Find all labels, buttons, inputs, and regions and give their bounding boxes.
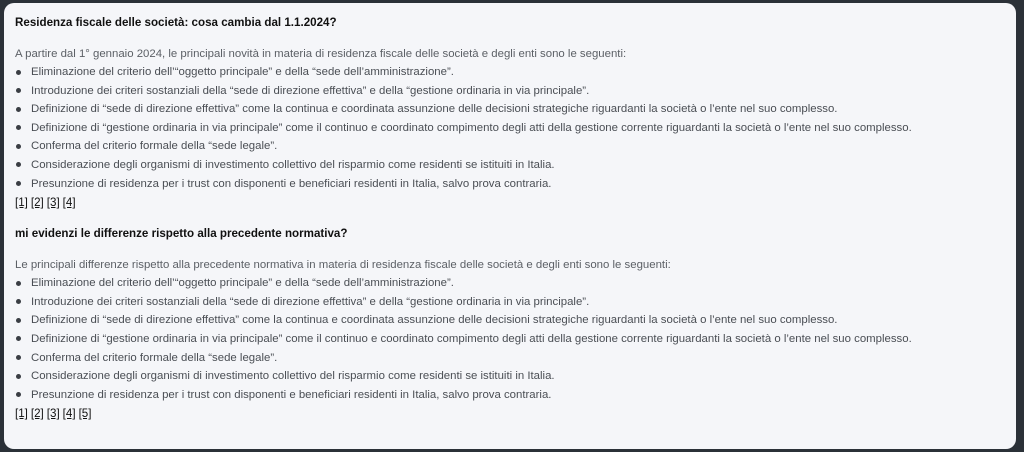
answer-section-residenza <box>15 14 1005 212</box>
reference-link-1[interactable]: [1] <box>15 196 28 210</box>
question-title: mi evidenzi le differenze rispetto alla precedente normativa? <box>15 227 348 241</box>
list-item: Definizione di “gestione ordinaria in via principale” come il continuo e coordinato compimento degli atti della gestione corrente riguardanti la società o l’ente nel suo complesso. <box>15 119 1005 138</box>
list-item: Definizione di “sede di direzione effettiva” come la continua e coordinata assunzione delle decisioni strategiche riguardanti la società o l’ente nel suo complesso. <box>15 100 1005 119</box>
source-references <box>15 194 1005 212</box>
answer-bullet-list <box>15 274 1005 404</box>
list-item: Considerazione degli organismi di investimento collettivo del risparmio come residenti se istituiti in Italia. <box>15 156 1005 175</box>
chat-answer-card <box>4 3 1016 449</box>
list-item: Definizione di “gestione ordinaria in via principale” come il continuo e coordinato compimento degli atti della gestione corrente riguardanti la società o l’ente nel suo complesso. <box>15 330 1005 349</box>
reference-link-4[interactable]: [4] <box>62 407 76 421</box>
list-item: Considerazione degli organismi di investimento collettivo del risparmio come residenti se istituiti in Italia. <box>15 367 1005 386</box>
list-item: Introduzione dei criteri sostanziali della “sede di direzione effettiva” e della “gestione ordinaria in via principale”. <box>15 293 1005 312</box>
reference-link-4[interactable]: [4] <box>62 196 76 210</box>
list-item: Presunzione di residenza per i trust con disponenti e beneficiari residenti in Italia, salvo prova contraria. <box>15 386 1005 405</box>
list-item: Introduzione dei criteri sostanziali della “sede di direzione effettiva” e della “gestione ordinaria in via principale”. <box>15 82 1005 101</box>
reference-link-1[interactable]: [1] <box>15 407 28 421</box>
reference-link-3[interactable]: [3] <box>46 407 60 421</box>
answer-section-differenze <box>15 225 1005 423</box>
answer-intro: A partire dal 1° gennaio 2024, le principali novità in materia di residenza fiscale delle società e degli enti sono le seguenti: <box>15 48 627 60</box>
list-item: Eliminazione del criterio dell’“oggetto principale” e della “sede dell’amministrazione”. <box>15 274 1005 293</box>
answer-intro: Le principali differenze rispetto alla precedente normativa in materia di residenza fiscale delle società e degli enti sono le seguenti: <box>15 259 671 272</box>
reference-link-3[interactable]: [3] <box>46 196 60 210</box>
source-references <box>15 405 1005 423</box>
reference-link-5[interactable]: [5] <box>78 407 92 421</box>
reference-link-2[interactable]: [2] <box>30 196 44 210</box>
list-item: Definizione di “sede di direzione effettiva” come la continua e coordinata assunzione delle decisioni strategiche riguardanti la società o l’ente nel suo complesso. <box>15 311 1005 330</box>
reference-link-2[interactable]: [2] <box>30 407 44 421</box>
question-title: Residenza fiscale delle società: cosa cambia dal 1.1.2024? <box>15 16 337 29</box>
list-item: Conferma del criterio formale della “sede legale”. <box>15 137 1005 156</box>
list-item: Presunzione di residenza per i trust con disponenti e beneficiari residenti in Italia, salvo prova contraria. <box>15 175 1005 194</box>
answer-bullet-list <box>15 63 1005 193</box>
list-item: Conferma del criterio formale della “sede legale”. <box>15 349 1005 368</box>
list-item: Eliminazione del criterio dell’“oggetto principale” e della “sede dell’amministrazione”. <box>15 63 1005 82</box>
